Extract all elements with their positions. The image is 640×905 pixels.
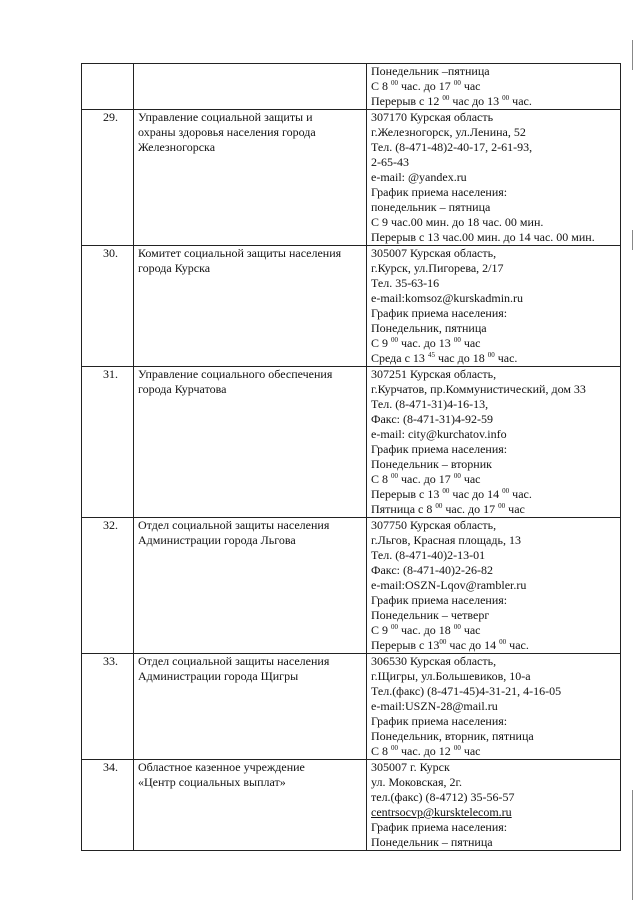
row-number: 32. [103,518,118,532]
contact-info-line [371,140,617,155]
contact-info-line [371,261,617,276]
institution-name-cell [134,64,367,110]
contact-info-line [371,427,617,442]
contact-info-text: Факс: (8-471-31)4-92-59 [371,412,493,426]
contact-info-text: График приема населения: [371,442,508,456]
contact-info-text: час. до 13 [398,336,454,350]
institution-name-cell [134,518,367,654]
contact-info-line [371,820,617,835]
contact-info-text: Перерыв с 12 [371,94,443,108]
contact-info-text: Среда с 13 [371,351,428,365]
contact-info-cell [367,110,621,246]
time-minutes-superscript: 00 [391,79,399,87]
contact-info-line [371,336,617,351]
contact-info-text: час. до 17 [442,502,499,516]
contact-info-text: час до 14 [446,638,500,652]
contact-info-line [371,472,617,487]
contact-info-text: Перерыв с 13 [371,487,443,501]
contact-info-text: час до 18 [434,351,488,365]
contact-info-line [371,155,617,170]
contact-info-line [371,654,617,669]
institution-name-line: Отдел социальной защиты населения [138,518,330,532]
contact-info-text: час. до 12 [398,744,454,758]
contact-info-text: График приема населения: [371,593,508,607]
contact-info-line [371,94,617,109]
table-row [82,518,621,654]
contact-info-text: С 9 час.00 мин. до 18 час. 00 мин. [371,215,544,229]
institution-name-line: Отдел социальной защиты населения [138,654,330,668]
contact-info-text: 307170 Курская область [371,110,494,124]
contact-info-line [371,487,617,502]
institution-name-line: города Курска [138,261,211,275]
contact-info-text: 307750 Курская область, [371,518,497,532]
row-number: 34. [103,760,118,774]
table-row [82,64,621,110]
time-minutes-superscript: 00 [499,638,507,646]
contact-info-text: 2-65-43 [371,155,409,169]
contact-info-line [371,563,617,578]
contact-info-text: ул. Моковская, 2г. [371,775,463,789]
contact-info-text: График приема населения: [371,306,508,320]
contact-info-line [371,246,617,261]
institution-name-line: Комитет социальной защиты населения [138,246,342,260]
time-minutes-superscript: 00 [442,487,450,495]
scan-edge-line [632,790,633,900]
institutions-table-body [82,64,621,851]
contact-info-text: Тел. 35-63-16 [371,276,440,290]
contact-info-text: час [460,336,481,350]
contact-info-text: e-mail:OSZN-Lqov@rambler.ru [371,578,527,592]
contact-info-text: centrsocvp@kursktelecom.ru [371,805,512,819]
contact-info-text: График приема населения: [371,714,508,728]
contact-info-text: час. [506,638,529,652]
institution-name-line: Областное казенное учреждение [138,760,305,774]
time-minutes-superscript: 00 [453,744,461,752]
contact-info-line [371,367,617,382]
row-number: 31. [103,367,118,381]
time-minutes-superscript: 45 [427,351,435,359]
contact-info-text: С 8 [371,472,392,486]
contact-info-cell [367,760,621,851]
contact-info-text: 307251 Курская область, [371,367,497,381]
time-minutes-superscript: 00 [453,472,461,480]
table-row [82,654,621,760]
contact-info-line [371,835,617,850]
contact-info-line [371,699,617,714]
contact-info-text: 306530 Курская область, [371,654,497,668]
contact-info-text: час [460,623,481,637]
row-number-cell [82,64,134,110]
contact-info-line [371,790,617,805]
contact-info-cell [367,64,621,110]
contact-info-text: Понедельник – четверг [371,608,490,622]
scan-edge-line [632,230,633,250]
contact-info-text: С 9 [371,336,392,350]
contact-info-text: e-mail:komsoz@kurskadmin.ru [371,291,524,305]
contact-info-line [371,200,617,215]
contact-info-text: Пятница с 8 [371,502,436,516]
contact-info-cell [367,654,621,760]
time-minutes-superscript: 00 [502,94,510,102]
contact-info-line [371,623,617,638]
contact-info-text: час [460,472,481,486]
contact-info-text: г.Курчатов, пр.Коммунистический, дом 33 [371,382,586,396]
institution-name-line: Администрации города Льгова [138,533,296,547]
contact-info-line [371,638,617,653]
contact-info-text: График приема населения: [371,820,508,834]
contact-info-text: час [460,744,481,758]
contact-info-text: Понедельник –пятница [371,64,490,78]
contact-info-text: г.Льгов, Красная площадь, 13 [371,533,521,547]
table-row [82,246,621,367]
contact-info-line [371,442,617,457]
institution-name-line: города Курчатова [138,382,227,396]
time-minutes-superscript: 00 [487,351,495,359]
contact-info-text: г.Курск, ул.Пигорева, 2/17 [371,261,504,275]
contact-info-text: час. до 17 [398,79,454,93]
row-number-cell [82,654,134,760]
row-number: 29. [103,110,118,124]
contact-info-text: г.Железногорск, ул.Ленина, 52 [371,125,526,139]
row-number: 33. [103,654,118,668]
time-minutes-superscript: 00 [442,94,450,102]
contact-info-line [371,533,617,548]
contact-info-line [371,714,617,729]
institution-name-cell [134,110,367,246]
institution-name-line: охраны здоровья населения города [138,125,316,139]
contact-info-text: С 9 [371,623,392,637]
contact-info-line [371,744,617,759]
time-minutes-superscript: 00 [435,502,443,510]
contact-info-text: Тел. (8-471-48)2-40-17, 2-61-93, [371,140,533,154]
contact-info-text: С 8 [371,79,392,93]
contact-info-text: Понедельник – пятница [371,835,493,849]
contact-info-line [371,548,617,563]
contact-info-line [371,215,617,230]
contact-info-line [371,729,617,744]
row-number-cell [82,110,134,246]
institution-name-line: Администрации города Щигры [138,669,299,683]
contact-info-text: понедельник – пятница [371,200,491,214]
contact-info-line [371,457,617,472]
contact-info-text: час. до 17 [398,472,454,486]
institution-name-cell [134,760,367,851]
scan-edge-line [632,40,633,70]
contact-info-text: e-mail:USZN-28@mail.ru [371,699,498,713]
contact-info-line [371,306,617,321]
institution-name-line: «Центр социальных выплат» [138,775,286,789]
contact-info-text: e-mail: city@kurchatov.info [371,427,507,441]
contact-info-line [371,382,617,397]
contact-info-text: Перерыв с 13 час.00 мин. до 14 час. 00 мин. [371,230,595,244]
contact-info-text: час. [509,94,532,108]
contact-info-line [371,684,617,699]
contact-info-text: 305007 Курская область, [371,246,497,260]
contact-info-line [371,64,617,79]
contact-info-text: С 8 [371,744,392,758]
contact-info-text: час [460,79,481,93]
contact-info-text: Тел.(факс) (8-471-45)4-31-21, 4-16-05 [371,684,562,698]
contact-info-line [371,291,617,306]
time-minutes-superscript: 00 [502,487,510,495]
time-minutes-superscript: 00 [453,336,461,344]
contact-info-text: час. [494,351,518,365]
contact-info-cell [367,367,621,518]
contact-info-cell [367,246,621,367]
contact-info-text: e-mail: @yandex.ru [371,170,467,184]
contact-info-text: тел.(факс) (8-4712) 35-56-57 [371,790,515,804]
institution-name-line: Управление социального обеспечения [138,367,333,381]
time-minutes-superscript: 00 [391,336,399,344]
contact-info-line [371,412,617,427]
contact-info-text: Понедельник, вторник, пятница [371,729,534,743]
time-minutes-superscript: 00 [453,623,461,631]
contact-info-text: Факс: (8-471-40)2-26-82 [371,563,493,577]
contact-info-text: час. до 18 [398,623,454,637]
time-minutes-superscript: 00 [391,744,399,752]
contact-info-line [371,170,617,185]
time-minutes-superscript: 00 [498,502,506,510]
contact-info-line [371,608,617,623]
contact-info-line [371,321,617,336]
contact-info-cell [367,518,621,654]
contact-info-text: г.Щигры, ул.Большевиков, 10-а [371,669,531,683]
institution-name-line: Управление социальной защиты и [138,110,313,124]
contact-info-line [371,230,617,245]
table-row [82,367,621,518]
institution-name-cell [134,246,367,367]
contact-info-line [371,276,617,291]
contact-info-line [371,185,617,200]
row-number-cell [82,246,134,367]
time-minutes-superscript: 00 [453,79,461,87]
contact-info-line [371,760,617,775]
table-row [82,110,621,246]
contact-info-line [371,125,617,140]
contact-info-text: Тел. (8-471-31)4-16-13, [371,397,489,411]
time-minutes-superscript: 00 [391,472,399,480]
row-number: 30. [103,246,118,260]
contact-info-text: час до 14 [449,487,503,501]
contact-info-text: Понедельник, пятница [371,321,487,335]
contact-info-line [371,502,617,517]
row-number-cell [82,367,134,518]
table-row [82,760,621,851]
contact-info-line [371,397,617,412]
contact-info-line [371,775,617,790]
contact-info-text: час до 13 [449,94,503,108]
institutions-table [81,63,621,851]
contact-info-line [371,669,617,684]
contact-info-text: час [505,502,525,516]
institution-name-line: Железногорска [138,140,216,154]
time-minutes-superscript: 00 [391,623,399,631]
contact-info-text: Тел. (8-471-40)2-13-01 [371,548,486,562]
institution-name-cell [134,367,367,518]
contact-info-line [371,805,617,820]
contact-info-text: Понедельник – вторник [371,457,492,471]
contact-info-line [371,351,617,366]
contact-info-text: 305007 г. Курск [371,760,450,774]
contact-info-line [371,593,617,608]
contact-info-line [371,578,617,593]
row-number-cell [82,518,134,654]
institution-name-cell [134,654,367,760]
contact-info-line [371,110,617,125]
contact-info-text: Перерыв с 13 [371,638,440,652]
contact-info-text: час. [509,487,532,501]
time-minutes-superscript: 00 [439,638,447,646]
contact-info-line [371,518,617,533]
contact-info-line [371,79,617,94]
row-number-cell [82,760,134,851]
contact-info-text: График приема населения: [371,185,508,199]
